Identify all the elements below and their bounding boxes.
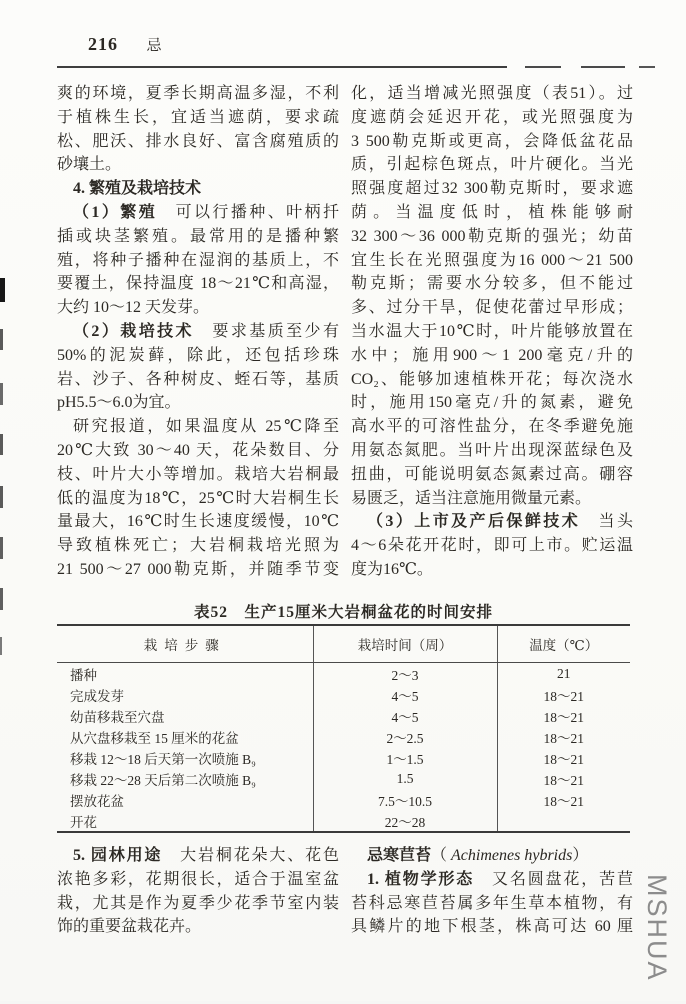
table-cell: 开花 bbox=[70, 814, 97, 830]
text-line: 21 500～27 000勒克斯，并随季节变 bbox=[57, 560, 339, 578]
text-line: 易匮乏，适当注意施用微量元素。 bbox=[351, 489, 592, 507]
text-line: 当水温大于10℃时，叶片能够放置在 bbox=[351, 322, 633, 340]
table-cell: 1～1.5 bbox=[313, 747, 497, 768]
scan-artifact bbox=[0, 329, 3, 350]
table-row bbox=[57, 747, 630, 768]
text-line: 浓艳多彩，花期很长，适合于温室盆 bbox=[57, 870, 339, 888]
upper-text-columns bbox=[57, 82, 633, 582]
table-cell: 18～21 bbox=[497, 726, 630, 747]
table-row bbox=[57, 684, 630, 705]
text-line: 殖，将种子播种在湿润的基质上，不 bbox=[57, 251, 339, 269]
table-row bbox=[57, 810, 630, 832]
table-row bbox=[57, 705, 630, 726]
table-cell: 21 bbox=[497, 663, 630, 685]
text-line: 4～6朵花开花时，即可上市。贮运温 bbox=[351, 537, 633, 555]
table-cell: 摆放花盆 bbox=[70, 793, 124, 809]
text-line: 用氨态氮肥。当叶片出现深蓝绿色及 bbox=[351, 441, 633, 459]
text-line: 时，施用150毫克/升的氮素，避免 bbox=[351, 394, 633, 412]
scan-artifact bbox=[0, 588, 3, 610]
table-cell: 2～2.5 bbox=[313, 726, 497, 747]
right-column-upper bbox=[351, 82, 633, 582]
left-column-upper bbox=[57, 82, 339, 582]
table-cell: 2～3 bbox=[313, 663, 497, 685]
scan-artifact bbox=[0, 434, 3, 455]
text-line: 3 500勒克斯或更高，会降低盆花品 bbox=[351, 132, 633, 150]
text-line: 松、肥沃、排水良好、富含腐殖质的 bbox=[57, 132, 339, 150]
text-line: 栽，尤其是作为夏季少花季节室内装 bbox=[57, 894, 339, 912]
text-line: 饰的重要盆栽花卉。 bbox=[57, 918, 202, 936]
scan-artifact bbox=[0, 637, 2, 655]
text-line: 荫。当温度低时，植株能够耐 bbox=[351, 203, 633, 221]
text-line: 忌寒苣苔（ Achimenes hybrids） bbox=[367, 847, 589, 864]
table-row bbox=[57, 726, 630, 747]
text-line: 5. 园林用途 大岩桐花朵大、花色 bbox=[73, 847, 339, 864]
header-index-char: 忌 bbox=[146, 38, 162, 54]
table-cell: 7.5～10.5 bbox=[313, 789, 497, 810]
text-line: 质，引起棕色斑点，叶片硬化。当光 bbox=[351, 156, 633, 174]
text-line: 32 300～36 000勒克斯的强光；幼苗 bbox=[351, 227, 633, 245]
table-cell: 播种 bbox=[70, 667, 97, 683]
text-line: 化，适当增减光照强度（表51）。过 bbox=[351, 85, 633, 102]
table-cell: 移栽 12～18 后天第一次喷施 B₉ bbox=[70, 751, 256, 767]
table-row bbox=[57, 768, 630, 789]
text-line: 具鳞片的地下根茎，株高可达 60 厘 bbox=[351, 918, 633, 936]
page-header bbox=[88, 34, 162, 55]
table-cell: 18～21 bbox=[497, 684, 630, 705]
table-cell: 幼苗移栽至穴盘 bbox=[70, 709, 165, 725]
header-rule bbox=[57, 66, 655, 68]
text-line: 苔科忌寒苣苔属多年生草本植物，有 bbox=[351, 894, 633, 912]
column-header-time: 栽培时间（周） bbox=[313, 625, 497, 663]
text-line: 大约 10～12 天发芽。 bbox=[57, 299, 210, 317]
right-column-lower bbox=[351, 844, 633, 939]
table-cell: 22～28 bbox=[313, 810, 497, 832]
lower-text-columns bbox=[57, 844, 633, 939]
text-line: 照强度超过32 300勒克斯时，要求遮 bbox=[351, 180, 633, 198]
table-cell: 1.5 bbox=[313, 768, 497, 789]
text-line: 导致植株死亡；大岩桐栽培光照为 bbox=[57, 537, 339, 555]
text-line: （2）栽培技术 要求基质至少有 bbox=[73, 322, 339, 340]
table-cell: 4～5 bbox=[313, 705, 497, 726]
text-line: 宜生长在光照强度为16 000～21 500 bbox=[351, 251, 633, 269]
production-schedule-table bbox=[57, 624, 630, 833]
text-line: 度遮荫会延迟开花，或光照强度为 bbox=[351, 108, 633, 126]
text-line: 度为16℃。 bbox=[351, 560, 433, 578]
table-cell: 从穴盘移栽至 15 厘米的花盆 bbox=[70, 730, 239, 746]
column-header-step: 栽培步骤 bbox=[57, 625, 313, 663]
column-header-temp: 温度（℃） bbox=[497, 625, 630, 663]
text-line: 1. 植物学形态 又名圆盘花，苦苣 bbox=[367, 870, 633, 888]
left-column-lower bbox=[57, 844, 339, 939]
text-line: 于植株生长，宜适当遮荫，要求疏 bbox=[57, 108, 339, 126]
text-line: 岩、沙子、各种树皮、蛭石等，基质 bbox=[57, 370, 339, 388]
text-line: 要覆土，保持温度 18～21℃和高湿， bbox=[57, 275, 339, 293]
text-line: 20℃大致 30～40 天，花朵数目、分 bbox=[57, 441, 339, 459]
table-cell: 4～5 bbox=[313, 684, 497, 705]
text-line: CO₂、能够加速植株开花；每次浇水 bbox=[351, 370, 633, 388]
text-line: 量最大，16℃时生长速度缓慢，10℃ bbox=[57, 513, 339, 531]
table-cell: 完成发芽 bbox=[70, 688, 124, 704]
text-line: 水中；施用900～1 200毫克/升的 bbox=[351, 346, 633, 364]
text-line: pH5.5～6.0为宜。 bbox=[57, 394, 181, 412]
text-line: 爽的环境，夏季长期高温多湿，不利 bbox=[57, 85, 339, 102]
text-line: 扭曲，可能说明氨态氮素过高。硼容 bbox=[351, 465, 633, 483]
table-row bbox=[57, 789, 630, 810]
scan-artifact bbox=[0, 383, 3, 405]
table-cell bbox=[497, 810, 630, 832]
table-body bbox=[57, 663, 630, 833]
text-line: 研究报道，如果温度从 25℃降至 bbox=[73, 418, 339, 436]
text-line: （1）繁殖 可以行播种、叶柄扦 bbox=[73, 203, 339, 221]
table-cell: 18～21 bbox=[497, 705, 630, 726]
scan-artifact bbox=[0, 278, 5, 302]
text-line: 砂壤土。 bbox=[57, 156, 122, 174]
text-line: 4. 繁殖及栽培技术 bbox=[73, 180, 202, 198]
table-cell: 移栽 22～28 天后第二次喷施 B₉ bbox=[70, 772, 256, 788]
text-line: 低的温度为18℃，25℃时大岩桐生长 bbox=[57, 489, 339, 507]
text-line: 枝、叶片大小等增加。栽培大岩桐最 bbox=[57, 465, 339, 483]
text-line: 多、过分干旱，促使花蕾过早形成； bbox=[351, 299, 633, 317]
text-line: 高水平的可溶性盐分，在冬季避免施 bbox=[351, 418, 633, 436]
text-line: 50%的泥炭藓，除此，还包括珍珠 bbox=[57, 346, 339, 364]
table-cell: 18～21 bbox=[497, 768, 630, 789]
table-header-row bbox=[57, 625, 630, 663]
scan-artifact bbox=[0, 486, 3, 508]
table-caption: 表52 生产15厘米大岩桐盆花的时间安排 bbox=[193, 604, 493, 621]
table-cell: 18～21 bbox=[497, 747, 630, 768]
table-row bbox=[57, 663, 630, 685]
text-line: 插或块茎繁殖。最常用的是播种繁 bbox=[57, 227, 339, 245]
scan-artifact bbox=[0, 537, 3, 559]
text-line: （3）上市及产后保鲜技术 当头 bbox=[367, 513, 633, 531]
table-cell: 18～21 bbox=[497, 789, 630, 810]
page-number: 216 bbox=[88, 34, 118, 54]
watermark: MSHUA bbox=[642, 874, 672, 982]
text-line: 勒克斯；需要水分较多，但不能过 bbox=[351, 275, 633, 293]
